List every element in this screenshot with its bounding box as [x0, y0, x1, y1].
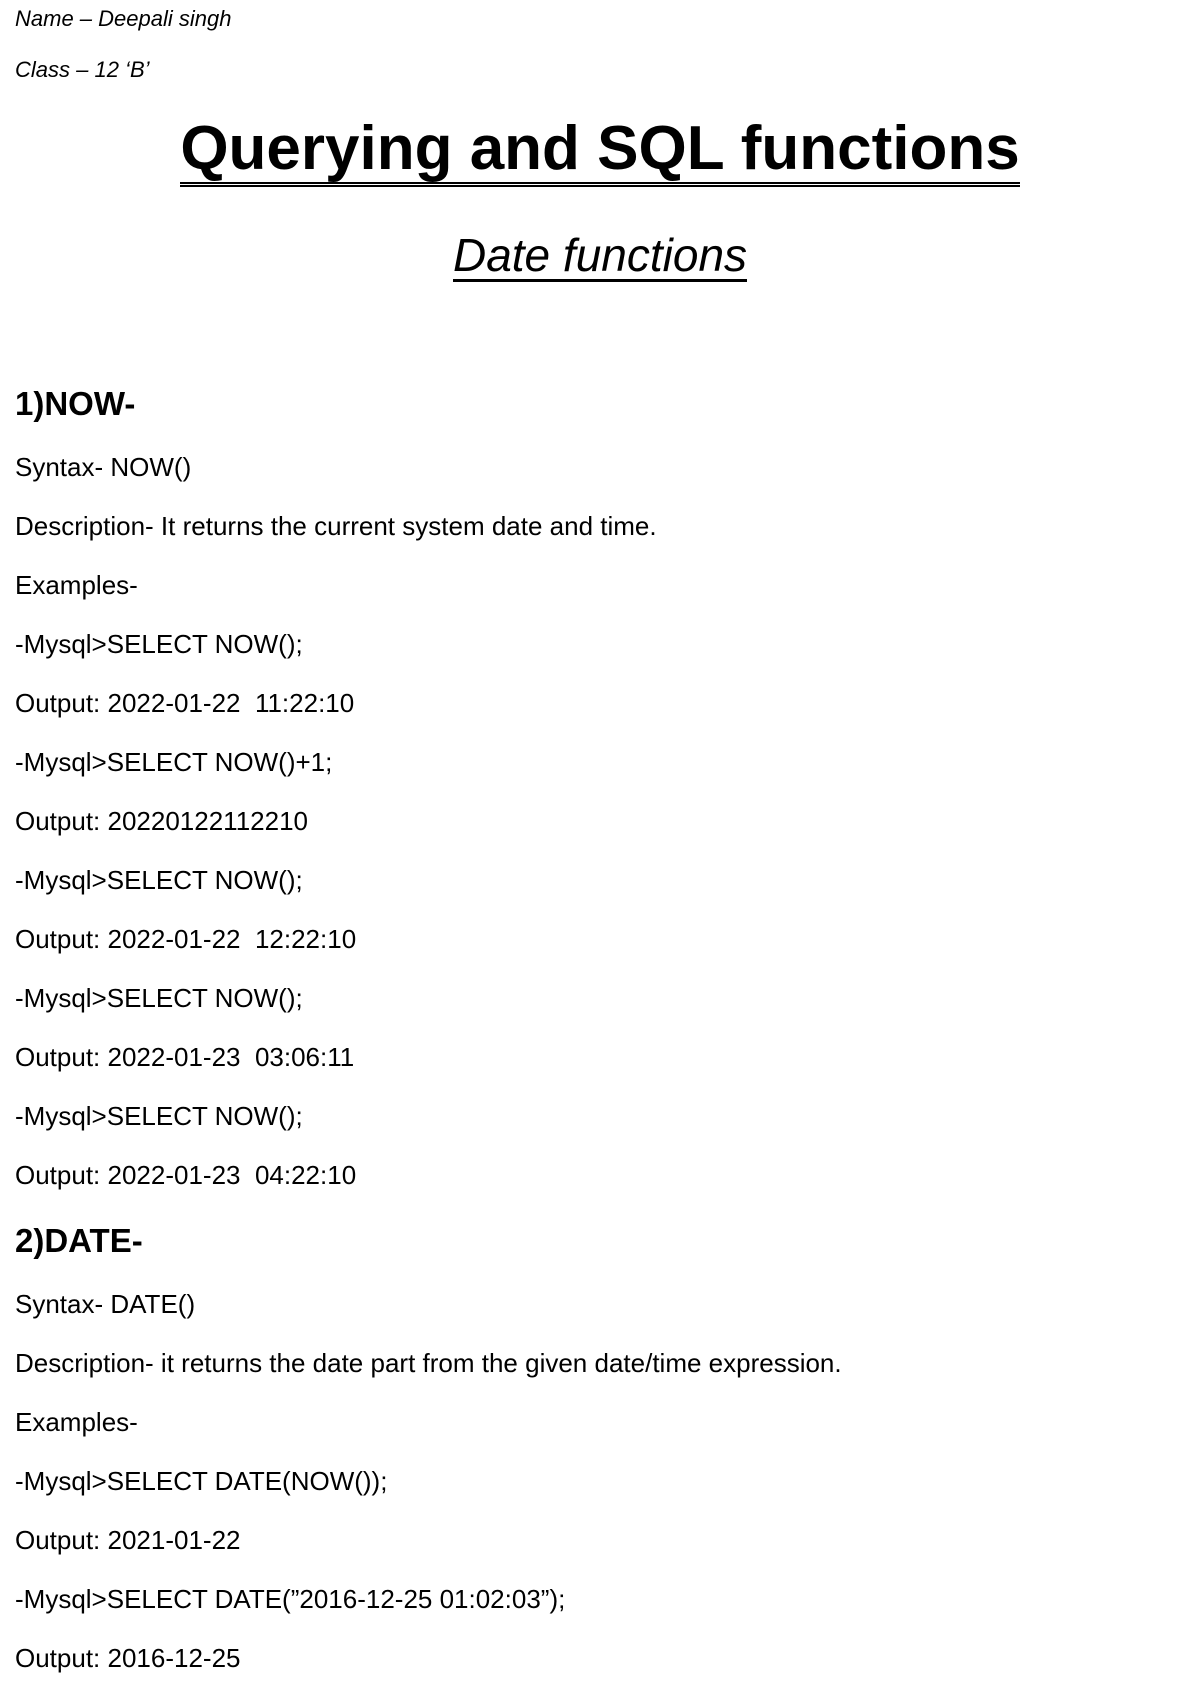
- now-syntax: Syntax- NOW(): [15, 452, 192, 482]
- date-output-line: Output: 2016-12-25: [15, 1643, 241, 1673]
- now-description: Description- It returns the current system date and time.: [15, 511, 657, 541]
- page-subtitle-text: Date functions: [452, 229, 748, 281]
- now-output-line: Output: 2022-01-22 11:22:10: [15, 688, 355, 718]
- now-output-line: Output: 2022-01-23 03:06:11: [15, 1042, 355, 1072]
- page-title-text: Querying and SQL functions: [180, 118, 1019, 187]
- student-name: Name – Deepali singh: [15, 6, 232, 31]
- date-description: Description- it returns the date part from the given date/time expression.: [15, 1348, 842, 1378]
- student-class: Class – 12 ‘B’: [15, 57, 150, 82]
- now-query-line: -Mysql>SELECT NOW();: [15, 629, 303, 659]
- section-heading-now: 1)NOW-: [15, 385, 136, 422]
- date-output-line: Output: 2021-01-22: [15, 1525, 241, 1555]
- now-query-line: -Mysql>SELECT NOW();: [15, 865, 303, 895]
- date-query-line: -Mysql>SELECT DATE(”2016-12-25 01:02:03”);: [15, 1584, 566, 1614]
- now-query-line: -Mysql>SELECT NOW();: [15, 1101, 303, 1131]
- now-examples-label: Examples-: [15, 570, 138, 600]
- now-query-line: -Mysql>SELECT NOW();: [15, 983, 303, 1013]
- section-heading-date: 2)DATE-: [15, 1222, 143, 1259]
- now-output-line: Output: 2022-01-23 04:22:10: [15, 1160, 357, 1190]
- now-output-line: Output: 20220122112210: [15, 806, 309, 836]
- date-syntax: Syntax- DATE(): [15, 1289, 196, 1319]
- date-query-line: -Mysql>SELECT DATE(NOW());: [15, 1466, 388, 1496]
- now-query-line: -Mysql>SELECT NOW()+1;: [15, 747, 333, 777]
- date-examples-label: Examples-: [15, 1407, 138, 1437]
- now-output-line: Output: 2022-01-22 12:22:10: [15, 924, 357, 954]
- page-subtitle: [0, 229, 1200, 282]
- page-title: [0, 114, 1200, 187]
